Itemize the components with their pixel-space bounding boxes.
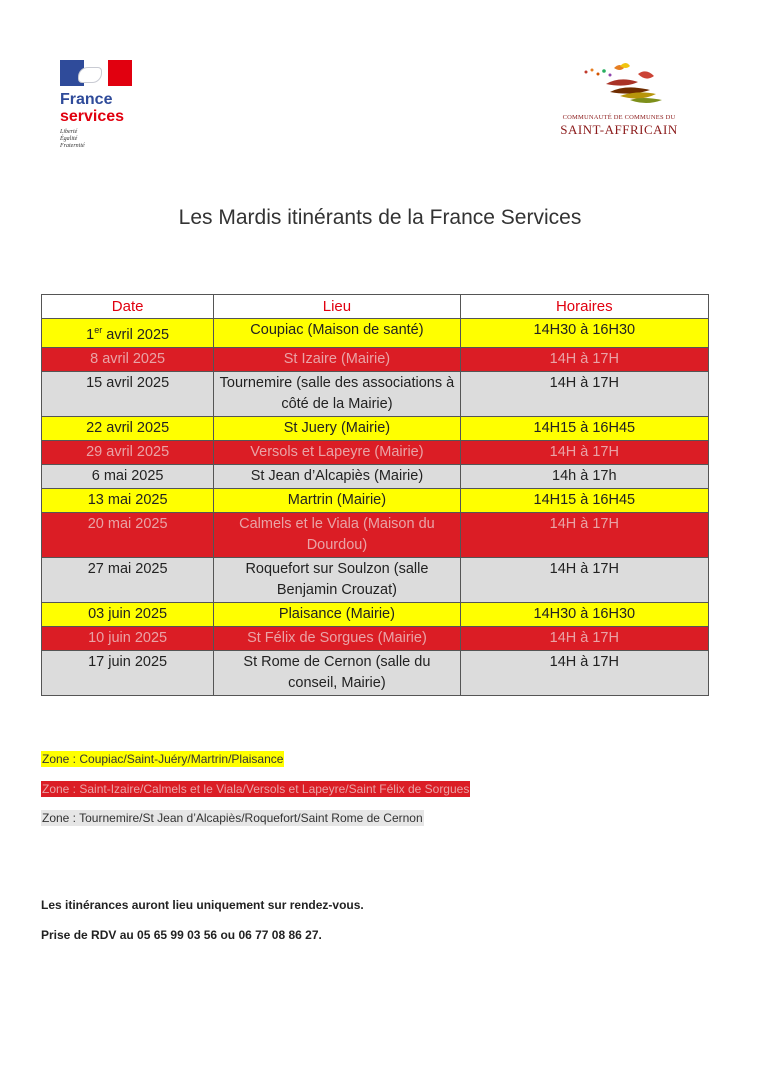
table-row [42,319,709,348]
cell-horaires: 14H à 17H [460,650,708,695]
column-header-lieu: Lieu [214,295,460,319]
cell-lieu: St Juery (Mairie) [214,416,460,440]
table-row [42,650,709,695]
schedule-table [41,294,709,696]
table-row [42,557,709,602]
logo-services-text: services [60,108,125,125]
cell-date [42,371,214,416]
table-row [42,347,709,371]
date-text: 20 mai 2025 [87,515,168,532]
table-row [42,440,709,464]
france-services-logo [60,60,170,160]
republic-motto [60,129,170,150]
zone-legend-red: Zone : Saint-Izaire/Calmels et le Viala/Versols et Lapeyre/Saint Félix de Sorgues [42,782,470,796]
cell-lieu: Tournemire (salle des associations à côté de la Mairie) [214,371,460,416]
appointment-note: Les itinérances auront lieu uniquement sur rendez-vous. [41,898,364,912]
zone-legend-grey: Zone : Tournemire/St Jean d’Alcapiès/Roquefort/Saint Rome de Cernon [42,811,423,825]
marianne-flag-icon [60,60,132,86]
table-row [42,626,709,650]
cell-horaires: 14H à 17H [460,512,708,557]
table-row [42,371,709,416]
ccsa-emblem-icon [580,62,665,107]
cell-lieu: Martrin (Mairie) [214,488,460,512]
date-text: 03 juin 2025 [88,605,168,622]
cell-horaires: 14H à 17H [460,626,708,650]
table-header-row [42,295,709,319]
phone-note: Prise de RDV au 05 65 99 03 56 ou 06 77 08 86 27. [41,928,322,942]
date-text: 27 mai 2025 [87,560,168,577]
table-row [42,464,709,488]
cell-date [42,416,214,440]
cell-date [42,650,214,695]
cell-lieu: St Rome de Cernon (salle du conseil, Mairie) [214,650,460,695]
cell-horaires: 14H à 17H [460,347,708,371]
cell-date [42,602,214,626]
motto-liberte: Liberté [60,129,78,135]
date-text: 29 avril 2025 [86,443,170,460]
cell-date [42,512,214,557]
column-header-horaires: Horaires [460,295,708,319]
cell-horaires: 14H à 17H [460,557,708,602]
logo-france-text: France [60,91,113,108]
column-header-date: Date [42,295,214,319]
cell-lieu: St Izaire (Mairie) [214,347,460,371]
zone-legend-yellow: Zone : Coupiac/Saint-Juéry/Martrin/Plaisance [42,752,284,766]
cell-horaires: 14H15 à 16H45 [460,416,708,440]
cell-date [42,488,214,512]
cell-horaires: 14H à 17H [460,371,708,416]
motto-fraternite: Fraternité [60,143,85,149]
table-row [42,488,709,512]
cell-date [42,440,214,464]
date-text: 8 avril 2025 [90,350,166,367]
cell-horaires: 14h à 17h [460,464,708,488]
cell-lieu: Versols et Lapeyre (Mairie) [214,440,460,464]
cell-date [42,347,214,371]
date-text: avril 2025 [102,326,170,343]
cell-lieu: Roquefort sur Soulzon (salle Benjamin Crouzat) [214,557,460,602]
date-text: 22 avril 2025 [86,419,170,436]
date-ordinal: er [94,325,103,335]
cell-lieu: Calmels et le Viala (Maison du Dourdou) [214,512,460,557]
cell-date [42,319,214,348]
ccsa-subtitle: COMMUNAUTÉ DE COMMUNES DU [562,114,676,121]
ccsa-logo [550,62,700,142]
cell-horaires: 14H30 à 16H30 [460,602,708,626]
cell-lieu: Coupiac (Maison de santé) [214,319,460,348]
cell-date [42,557,214,602]
date-text: 17 juin 2025 [88,653,168,670]
page-title: Les Mardis itinérants de la France Services [178,206,582,229]
cell-lieu: Plaisance (Mairie) [214,602,460,626]
cell-horaires: 14H à 17H [460,440,708,464]
date-text: 6 mai 2025 [91,467,164,484]
date-text: 10 juin 2025 [88,629,168,646]
ccsa-name: SAINT-AFFRICAIN [560,122,678,137]
table-row [42,416,709,440]
cell-horaires: 14H30 à 16H30 [460,319,708,348]
cell-date [42,626,214,650]
motto-egalite: Égalité [60,136,78,142]
table-row [42,602,709,626]
date-text: 13 mai 2025 [87,491,168,508]
cell-date [42,464,214,488]
cell-lieu: St Jean d’Alcapiès (Mairie) [214,464,460,488]
date-day: 1 [86,326,95,343]
cell-lieu: St Félix de Sorgues (Mairie) [214,626,460,650]
date-text: 15 avril 2025 [86,374,170,391]
table-row [42,512,709,557]
cell-horaires: 14H15 à 16H45 [460,488,708,512]
